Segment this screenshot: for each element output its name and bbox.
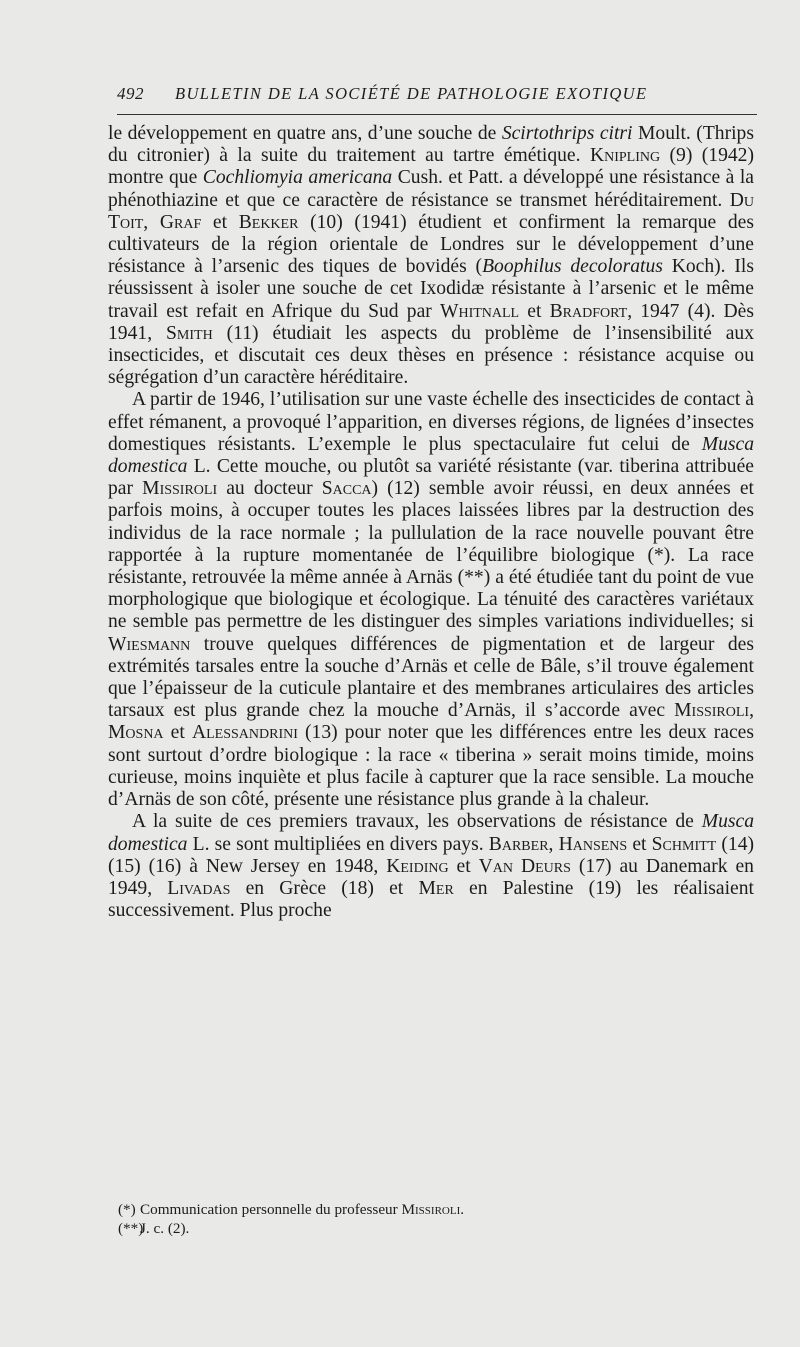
footnotes	[110, 1200, 750, 1238]
footnote-mark: (*)	[118, 1201, 136, 1218]
author-name: Alessandrini	[191, 722, 298, 744]
author-name: Wiesmann	[108, 633, 191, 655]
author-name: Livadas	[167, 877, 231, 899]
author-name: Knipling	[589, 145, 661, 167]
body-text	[108, 123, 754, 922]
text-run: ,	[749, 700, 754, 722]
text-run: (9) (1942) montre que	[108, 145, 754, 189]
author-name: Van Deurs	[478, 855, 571, 877]
author-name: Missiroli	[142, 478, 218, 500]
text-run: Cush. et Patt. a développé une résistance à la phénothiazine et que ce caractère de résistance se transmet héréditairement.	[108, 167, 754, 211]
text-run: et	[519, 300, 550, 322]
author-name: Schmitt	[651, 833, 717, 855]
author-name: Missiroli	[674, 700, 750, 722]
paragraph-3	[108, 811, 754, 922]
text-run: ,	[548, 833, 559, 855]
author-name: Mer	[418, 877, 454, 899]
footnote-2	[110, 1219, 750, 1238]
text-run: en Grèce (18) et	[230, 877, 419, 899]
footnote-text	[140, 1220, 189, 1237]
text-run: (11) étudiait les aspects du problème de l’insensibilité aux insecticides, et discutait ces deux thèses en présence : résistance acquise ou ségrégation d’un caractère héréditaire.	[108, 322, 755, 389]
header-rule	[117, 114, 757, 115]
text-run: ,	[143, 211, 160, 233]
running-title: BULLETIN DE LA SOCIÉTÉ DE PATHOLOGIE EXOTIQUE	[175, 84, 648, 103]
text-run: et	[448, 855, 479, 877]
italic-text: Cochliomyia americana	[202, 167, 393, 189]
footnote-1	[110, 1200, 750, 1219]
text-run: et	[201, 211, 239, 233]
text-run: Communication personnelle du professeur	[140, 1201, 402, 1218]
text-run: Moult. (Thrips du citronier) à la suite du traitement au tartre émétique.	[108, 123, 754, 167]
italic-text: Musca domestica	[108, 433, 754, 478]
text-run: et	[163, 722, 192, 744]
footnote-mark: (**)	[118, 1220, 144, 1237]
text-run: trouve quelques différences de pigmentation et de largeur des extrémités tarsales entre la souche d’Arnäs et celle de Bâle, s’il trouve également que l’épaisseur de la cuticule plantaire et des membranes articulaires des articles tarsaux est plus grande chez la mouche d’Arnäs, il s’accorde avec	[108, 633, 754, 722]
text-run: A partir de 1946, l’utilisation sur une vaste échelle des insecticides de contact à effet rémanent, a provoqué l’apparition, en diverses régions, de lignées d’insectes domestiques résistants. L’exemple le plus spectaculaire fut celui de	[108, 389, 754, 455]
italic-text: Scirtothrips citri	[501, 123, 633, 144]
text-run: L. se sont multipliées en divers pays.	[187, 833, 489, 855]
author-name: Sacca	[321, 478, 372, 500]
author-name: Du Toit	[108, 189, 754, 233]
paragraph-1	[108, 123, 754, 389]
text-run: ) (12) semble avoir réussi, en deux années et parfois moins, à occuper toutes les places laissées libres par la destruction des individus de la race normale ; la pullulation de la race nouvelle pouvant être rapportée à la rupture momentanée de l’équilibre biologique (*). La race résistante, retrouvée la même année à Arnäs (**) a été étudiée tant du point de vue morphologique que biologique et écologique. La ténuité des caractères variétaux ne semble pas permettre de les distinguer des simples variations individuelles; si	[108, 478, 754, 633]
text-run: en Palestine (19) les réalisaient successivement. Plus proche	[108, 877, 754, 922]
text-run: L. Cette mouche, ou plutôt sa variété résistante (var. tiberina attribuée par	[108, 456, 754, 500]
text-run: (14) (15) (16) à New Jersey en 1948,	[108, 833, 755, 877]
author-name: Bradfort	[549, 300, 628, 322]
text-run: le développement en quatre ans, d’une souche de	[108, 123, 502, 144]
text-run: J. c. (2).	[140, 1220, 190, 1237]
page-header	[117, 84, 757, 112]
italic-text: Musca domestica	[108, 811, 754, 855]
author-name: Keiding	[386, 855, 449, 877]
paragraph-2	[108, 389, 754, 811]
author-name: Bekker	[238, 211, 299, 233]
author-name: Whitnall	[439, 300, 520, 322]
author-name: Missiroli	[401, 1201, 461, 1218]
text-run: A la suite de ces premiers travaux, les observations de résistance de	[132, 811, 702, 833]
footnote-text	[140, 1201, 464, 1218]
italic-text: Boophilus decoloratus	[482, 256, 663, 278]
text-run: et	[627, 833, 652, 855]
text-run: (13) pour noter que les différences entre les deux races sont surtout d’ordre biologique : la race « tiberina » serait moins timide, moins curieuse, moins inquiète et plus facile à capturer que la race sensible. La mouche d’Arnäs de son côté, présente une résistance plus grande à la chaleur.	[108, 722, 755, 811]
text-run: , 1947 (4). Dès 1941,	[108, 300, 755, 344]
text-run: (10) (1941) étudient et confirment la remarque des cultivateurs de la région orientale de Londres sur le développement d’une résistance à l’arsenic des tiques de bovidés (	[108, 211, 755, 278]
text-run: Koch). Ils réussissent à isoler une souche de cet Ixodidæ résistante à l’arsenic et le même travail est refait en Afrique du Sud par	[108, 256, 754, 322]
author-name: Graf	[159, 211, 202, 233]
text-run: .	[460, 1201, 465, 1218]
page-number: 492	[117, 84, 144, 103]
author-name: Hansens	[558, 833, 628, 855]
text-run: au docteur	[217, 478, 322, 500]
author-name: Barber	[488, 833, 549, 855]
author-name: Mosna	[108, 722, 164, 744]
author-name: Smith	[166, 322, 213, 344]
text-run: (17) au Danemark en 1949,	[108, 855, 754, 899]
